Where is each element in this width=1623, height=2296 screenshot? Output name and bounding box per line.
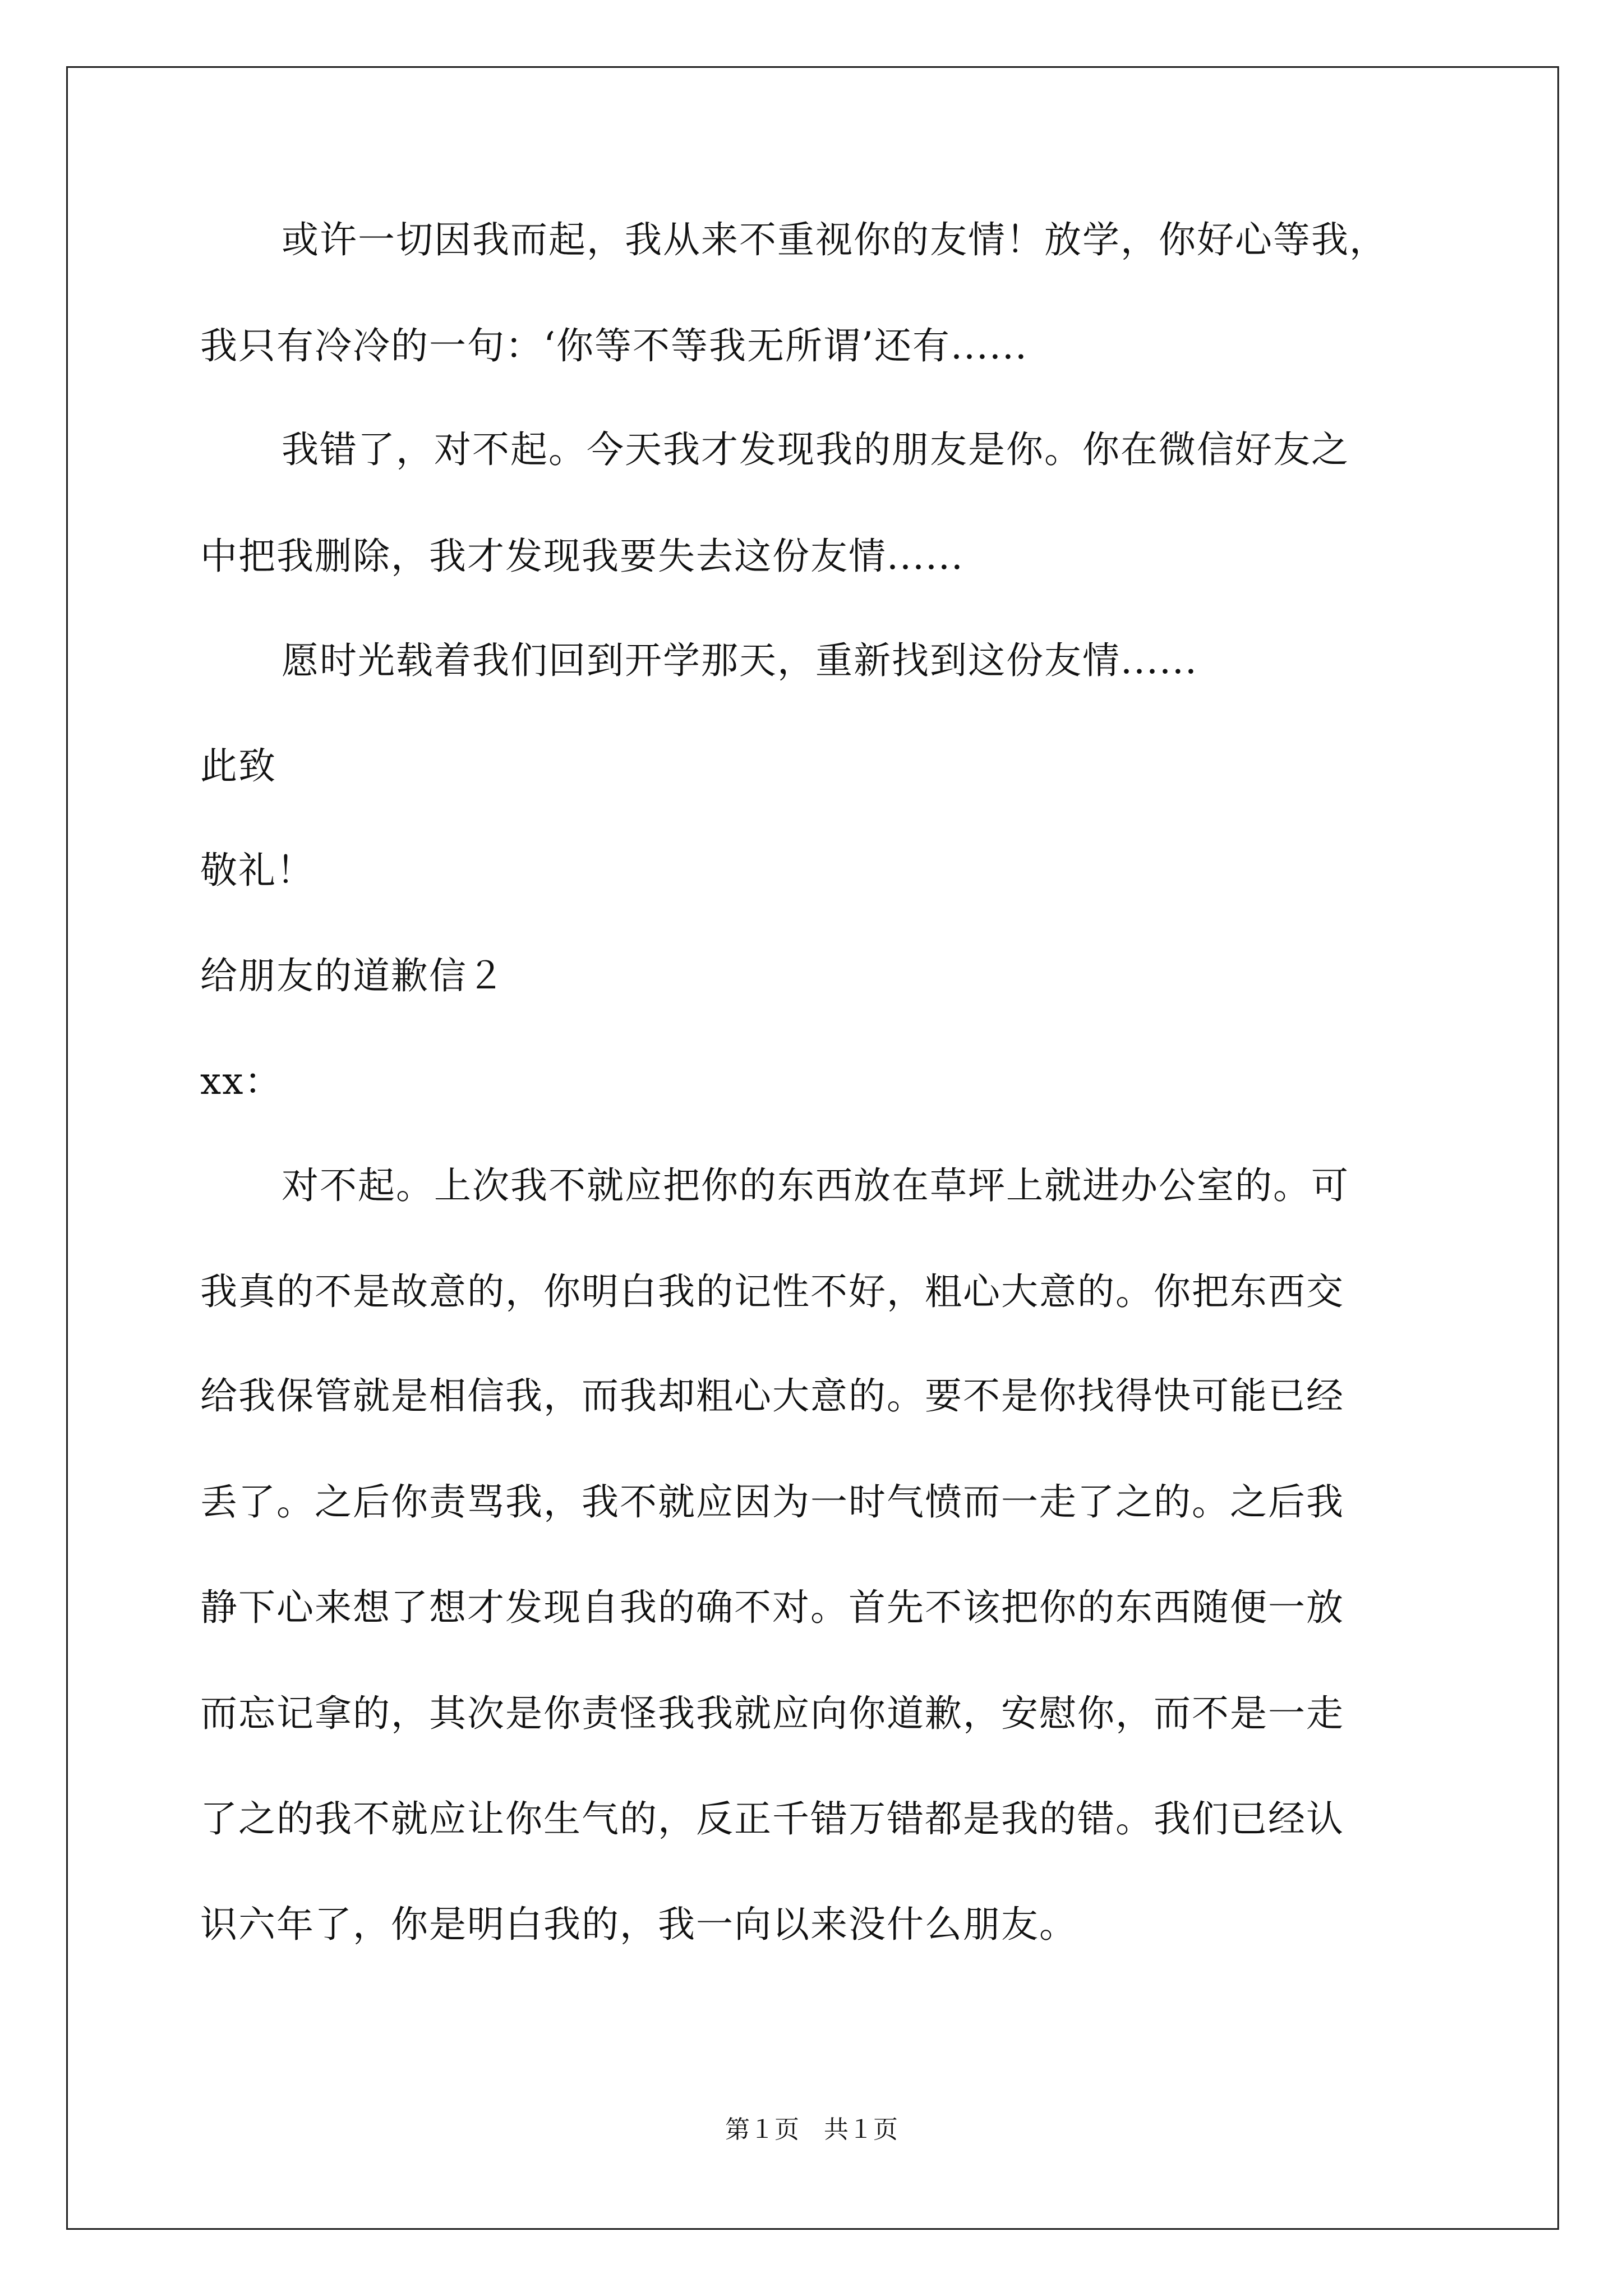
paragraph-line: 给我保管就是相信我，而我却粗心大意的。要不是你找得快可能已经 — [200, 1374, 1344, 1418]
closing-ci-zhi: 此致 — [200, 744, 276, 788]
paragraph-line: 我错了，对不起。今天我才发现我的朋友是你。你在微信好友之 — [282, 428, 1349, 471]
paragraph-line: 中把我删除，我才发现我要失去这份友情...... — [200, 535, 964, 578]
paragraph-line: 丢了。之后你责骂我，我不就应因为一时气愤而一走了之的。之后我 — [200, 1480, 1344, 1524]
paragraph-line: 愿时光载着我们回到开学那天，重新找到这份友情...... — [282, 639, 1198, 682]
letter-title: 给朋友的道歉信２ — [200, 954, 505, 997]
paragraph-line: 我真的不是故意的，你明白我的记性不好，粗心大意的。你把东西交 — [200, 1270, 1344, 1313]
salutation: xx： — [200, 1060, 283, 1103]
paragraph-line: 识六年了，你是明白我的，我一向以来没什么朋友。 — [200, 1903, 1077, 1946]
page-number-footer: 第１页 共１页 — [725, 2115, 898, 2144]
paragraph-line: 或许一切因我而起，我从来不重视你的友情！放学，你好心等我， — [282, 218, 1387, 261]
paragraph-line: 而忘记拿的，其次是你责怪我我就应向你道歉，安慰你，而不是一走 — [200, 1692, 1344, 1735]
paragraph-line: 我只有冷冷的一句：‘你等不等我无所谓’还有...... — [200, 324, 1028, 367]
paragraph-line: 了之的我不就应让你生气的，反正千错万错都是我的错。我们已经认 — [200, 1797, 1344, 1841]
document-body — [200, 213, 1437, 1946]
closing-jing-li: 敬礼！ — [200, 849, 315, 892]
paragraph-line: 对不起。上次我不就应把你的东西放在草坪上就进办公室的。可 — [282, 1164, 1349, 1207]
paragraph-line: 静下心来想了想才发现自我的确不对。首先不该把你的东西随便一放 — [200, 1586, 1344, 1629]
